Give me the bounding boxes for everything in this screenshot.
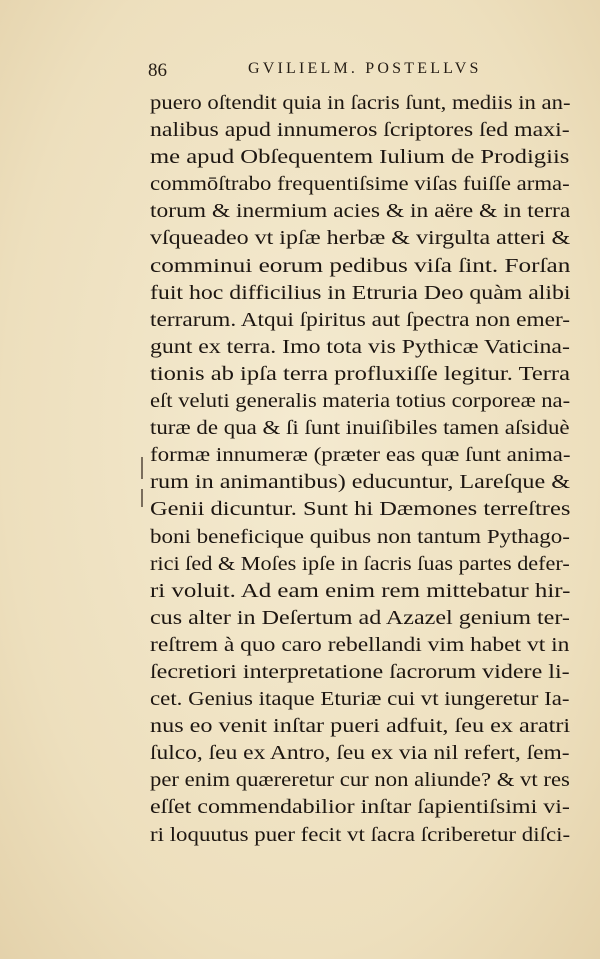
text-line: cus alter in Deſertum ad Azazel genium ter- <box>150 606 570 629</box>
page-header <box>148 60 548 90</box>
text-line: reſtrem à quo caro rebellandi vim habet vt in <box>150 633 570 656</box>
text-line: boni beneficique quibus non tantum Pythago- <box>150 525 570 548</box>
text-line: ſulco, ſeu ex Antro, ſeu ex via nil refert, ſem- <box>150 742 570 765</box>
text-line: eſſet commendabilior inſtar ſapientiſsimi vi- <box>150 796 570 819</box>
text-line: Genii dicuntur. Sunt hi Dæmones terreſtres <box>150 498 571 521</box>
text-line: comminui eorum pedibus viſa ſint. Forſan <box>150 254 571 277</box>
margin-mark <box>141 489 143 507</box>
text-line: fuit hoc difficilius in Etruria Deo quàm alibi <box>150 281 571 304</box>
text-line: tionis ab ipſa terra profluxiſſe legitur. Terra <box>150 362 571 385</box>
text-line: ri voluit. Ad eam enim rem mittebatur hir- <box>150 579 571 602</box>
body-text <box>150 90 570 849</box>
text-line: rum in animantibus) educuntur, Lareſque & <box>150 471 570 494</box>
text-line: torum & inermium acies & in aëre & in terra <box>150 200 571 223</box>
text-line: commōſtrabo frequentiſsime viſas fuiſſe arma- <box>150 173 570 196</box>
text-line: ſecretiori interpretatione ſacrorum videre li- <box>150 660 570 683</box>
text-line: nalibus apud innumeros ſcriptores ſed maxi- <box>150 119 570 142</box>
text-line: turæ de qua & ſi ſunt inuiſibiles tamen aſsiduè <box>150 417 570 440</box>
page-number: 86 <box>148 60 167 81</box>
text-line: per enim quæreretur cur non aliunde? & vt res <box>150 769 570 792</box>
text-line: puero oſtendit quia in ſacris ſunt, mediis in an- <box>150 92 571 114</box>
text-line: terrarum. Atqui ſpiritus aut ſpectra non emer- <box>150 308 571 331</box>
text-line: nus eo venit inſtar pueri adfuit, ſeu ex aratri <box>150 715 571 738</box>
text-line: ri loquutus puer fecit vt ſacra ſcriberetur diſci- <box>150 823 571 846</box>
running-head: GVILIELM. POSTELLVS <box>248 60 482 77</box>
text-line: formæ innumeræ (præter eas quæ ſunt anima- <box>150 444 571 467</box>
text-line: eſt veluti generalis materia totius corporeæ na- <box>150 390 571 413</box>
text-line: me apud Obſequentem Iulium de Prodigiis <box>150 146 570 169</box>
text-line: cet. Genius itaque Eturiæ cui vt iungeretur Ia- <box>150 688 570 711</box>
text-line: vſqueadeo vt ipſæ herbæ & virgulta atteri & <box>150 227 571 250</box>
text-line: gunt ex terra. Imo tota vis Pythicæ Vaticina- <box>150 335 570 358</box>
margin-mark <box>141 457 143 479</box>
text-line: rici ſed & Moſes ipſe in ſacris ſuas partes defer- <box>150 552 570 575</box>
